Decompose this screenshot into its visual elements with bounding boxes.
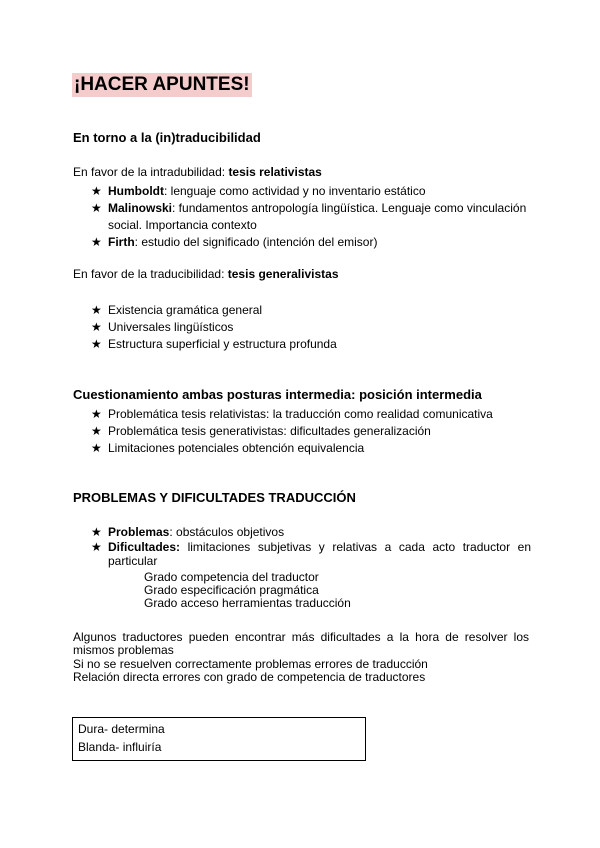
list-item <box>91 319 531 336</box>
star-icon: ★ <box>91 201 102 215</box>
star-icon: ★ <box>91 235 102 249</box>
favor-trad-bold: tesis generalivistas <box>227 267 339 281</box>
section-heading-problemas: PROBLEMAS Y DIFICULTADES TRADUCCIÓN <box>73 490 356 505</box>
grado-item: Grado competencia del traductor <box>144 570 319 584</box>
item-text: : estudio del significado (intención del emisor) <box>134 235 378 249</box>
star-icon: ★ <box>91 407 102 421</box>
star-icon: ★ <box>91 525 102 539</box>
item-text: : obstáculos objetivos <box>169 525 285 539</box>
list-item-dificultades <box>91 540 531 568</box>
favor-intra-bold: tesis relativistas <box>228 165 322 179</box>
star-icon: ★ <box>91 424 102 438</box>
list-item-malinowski <box>91 200 531 234</box>
section-heading-intraducibilidad: En torno a la (in)traducibilidad <box>73 130 261 145</box>
star-icon: ★ <box>91 540 102 554</box>
page-title: ¡HACER APUNTES! <box>74 74 250 95</box>
list-item-text: Problemática tesis generativistas: dificultades generalización <box>108 424 431 438</box>
note-line-blanda: Blanda- influiría <box>78 740 162 754</box>
item-name: Problemas <box>108 525 170 539</box>
paragraph-traductores: Algunos traductores pueden encontrar más dificultades a la hora de resolver los mismos problemas <box>73 630 529 657</box>
item-name: Humboldt <box>108 184 164 198</box>
item-name: Firth <box>108 235 135 249</box>
list-item-humboldt <box>91 183 531 200</box>
note-box <box>72 717 366 761</box>
list-item <box>91 336 531 353</box>
list-item-text: Limitaciones potenciales obtención equivalencia <box>108 441 365 455</box>
list-item <box>91 440 531 457</box>
paragraph-relacion: Relación directa errores con grado de competencia de traductores <box>73 670 426 684</box>
list-item-text: Estructura superficial y estructura profunda <box>108 337 337 351</box>
grado-item: Grado especificación pragmática <box>144 583 319 597</box>
favor-trad-prefix: En favor de la traducibilidad: <box>73 267 228 281</box>
item-name: Malinowski <box>108 201 173 215</box>
favor-traducibilidad-paragraph <box>73 267 339 281</box>
list-item-text: Universales lingüísticos <box>108 320 234 334</box>
item-text: : fundamentos antropología lingüística. Lenguaje como vinculación social. Importancia contexto <box>108 201 527 232</box>
list-item-text: Existencia gramática general <box>108 303 263 317</box>
star-icon: ★ <box>91 303 102 317</box>
star-icon: ★ <box>91 441 102 455</box>
list-item <box>91 302 531 319</box>
item-name: Dificultades: <box>108 540 181 554</box>
section-heading-cuestionamiento: Cuestionamiento ambas posturas intermedia: posición intermedia <box>73 387 482 402</box>
paragraph-errores: Si no se resuelven correctamente problemas errores de traducción <box>73 657 428 671</box>
list-item-text: Problemática tesis relativistas: la traducción como realidad comunicativa <box>108 407 493 421</box>
item-text: limitaciones subjetivas y relativas a cada acto traductor en particular <box>108 540 531 568</box>
star-icon: ★ <box>91 184 102 198</box>
note-line-dura: Dura- determina <box>78 722 165 736</box>
favor-intra-prefix: En favor de la intradubilidad: <box>73 165 229 179</box>
list-item <box>91 423 531 440</box>
grado-item: Grado acceso herramientas traducción <box>144 596 351 610</box>
star-icon: ★ <box>91 337 102 351</box>
list-item-firth <box>91 234 531 251</box>
star-icon: ★ <box>91 320 102 334</box>
list-item-problemas <box>91 525 531 539</box>
favor-intraducibilidad-paragraph <box>73 165 322 179</box>
item-text: : lenguaje como actividad y no inventario estático <box>164 184 426 198</box>
list-item <box>91 406 531 423</box>
